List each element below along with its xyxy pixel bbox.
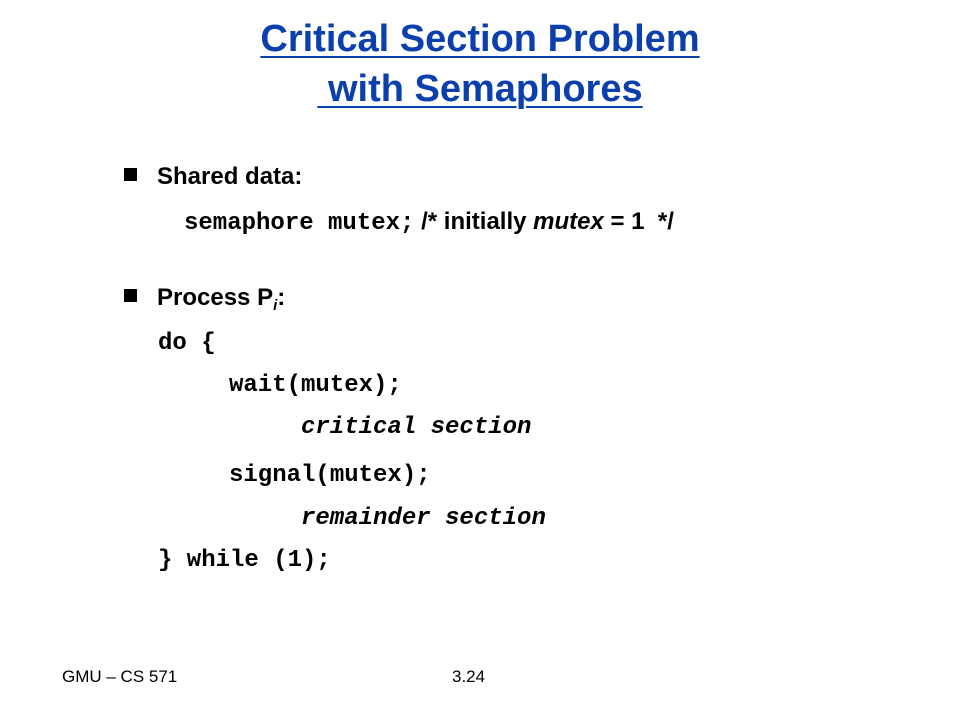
code-line-signal: signal(mutex);: [229, 462, 431, 489]
semaphore-declaration-code: semaphore mutex;: [184, 210, 415, 237]
code-line-while: } while (1);: [158, 547, 331, 574]
slide-title-text-1: Critical Section Problem: [260, 18, 700, 60]
comment-variable: mutex: [533, 208, 604, 235]
bullet-square-icon: [124, 168, 137, 181]
footer-course: GMU – CS 571: [62, 667, 178, 686]
slide-title-text-2: with Semaphores: [317, 68, 643, 110]
slide-title-line-1: [0, 20, 960, 58]
shared-data-label: Shared data:: [157, 163, 303, 190]
process-label-subscript: i: [273, 297, 278, 314]
code-line-remainder-section: remainder section: [301, 505, 546, 532]
code-line-do: do {: [158, 330, 216, 357]
process-label-suffix: :: [277, 284, 286, 311]
footer-page-number: 3.24: [452, 667, 486, 686]
process-label: [157, 286, 285, 313]
process-label-prefix: Process P: [157, 284, 274, 311]
bullet-square-icon: [124, 289, 137, 302]
shared-declaration: [184, 210, 674, 236]
slide-title-line-2: [0, 70, 960, 108]
comment-open: /* initially: [414, 208, 534, 235]
code-line-critical-section: critical section: [301, 414, 532, 441]
comment-close: = 1 */: [603, 208, 674, 235]
code-line-wait: wait(mutex);: [229, 372, 402, 399]
